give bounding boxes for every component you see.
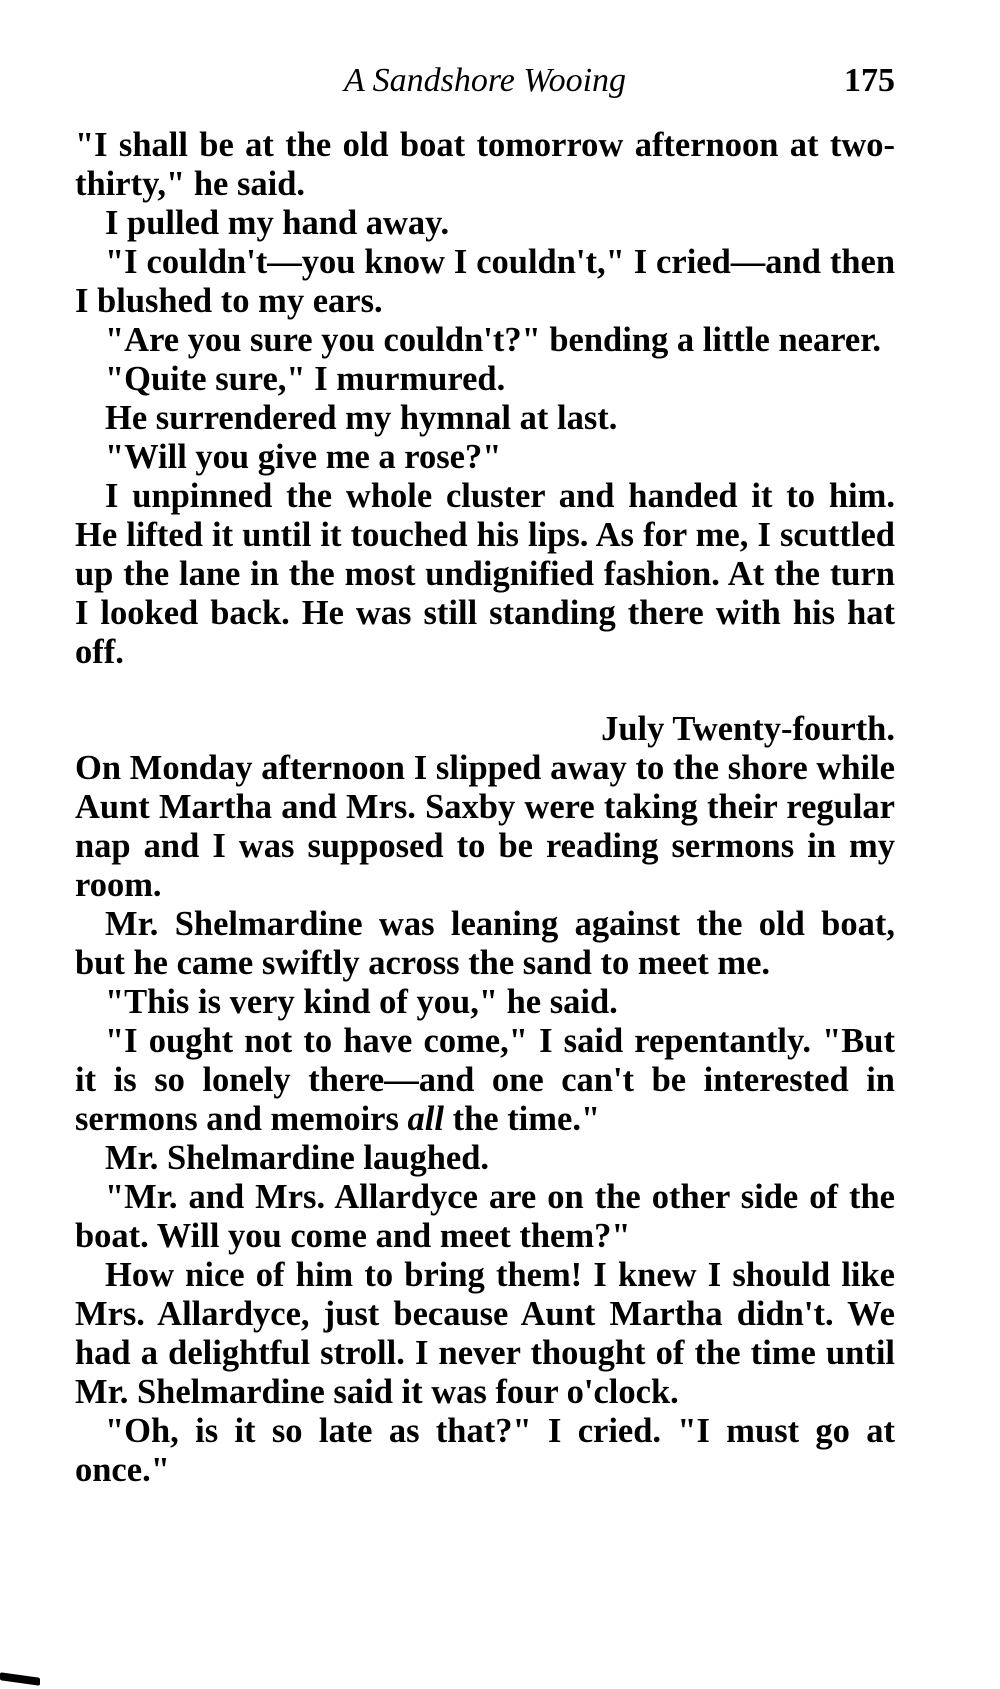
running-title: A Sandshore Wooing (343, 62, 627, 99)
paragraph: On Monday afternoon I slipped away to the shore while Aunt Martha and Mrs. Saxby were taking their regular nap and I was supposed to be reading sermons in my room. (75, 749, 895, 904)
scan-artifact (0, 1672, 40, 1686)
paragraph: Mr. Shelmardine was leaning against the old boat, but he came swiftly across the sand to meet me. (75, 905, 895, 982)
paragraph: I unpinned the whole cluster and handed it to him. He lifted it until it touched his lips. As for me, I scuttled up the lane in the most undignified fashion. At the turn I looked back. He was still standing there with his hat off. (75, 477, 895, 671)
paragraph: He surrendered my hymnal at last. (105, 399, 618, 437)
paragraph: How nice of him to bring them! I knew I should like Mrs. Allardyce, just because Aunt Martha didn't. We had a delightful stroll. I never thought of the time until Mr. Shelmardine said it was four o'clock. (75, 1256, 895, 1411)
paragraph-text: "I ought not to have come," I said repentantly. "But it is so lonely there—and one can't be interested in sermons and memoirs (75, 1022, 895, 1138)
page-number: 175 (844, 62, 895, 99)
paragraph (75, 1022, 895, 1139)
paragraph: "I shall be at the old boat tomorrow afternoon at two-thirty," he said. (75, 126, 895, 203)
emphasized-word: all (407, 1100, 444, 1138)
body-text (75, 126, 895, 1490)
paragraph: Mr. Shelmardine laughed. (105, 1139, 490, 1177)
paragraph: "Will you give me a rose?" (105, 438, 502, 476)
journal-dateline: July Twenty-fourth. (601, 710, 895, 748)
paragraph-text: the time." (443, 1100, 601, 1138)
paragraph: "Are you sure you couldn't?" bending a little nearer. (105, 321, 881, 359)
running-head (75, 58, 895, 104)
paragraph: I pulled my hand away. (105, 204, 450, 242)
paragraph: "Quite sure," I murmured. (105, 360, 506, 398)
paragraph: "I couldn't—you know I couldn't," I cried—and then I blushed to my ears. (75, 243, 895, 320)
paragraph: "This is very kind of you," he said. (105, 983, 618, 1021)
paragraph: "Mr. and Mrs. Allardyce are on the other side of the boat. Will you come and meet them?" (75, 1178, 895, 1255)
book-page (75, 58, 895, 1490)
paragraph: "Oh, is it so late as that?" I cried. "I must go at once." (75, 1412, 895, 1489)
section-break (75, 672, 895, 710)
